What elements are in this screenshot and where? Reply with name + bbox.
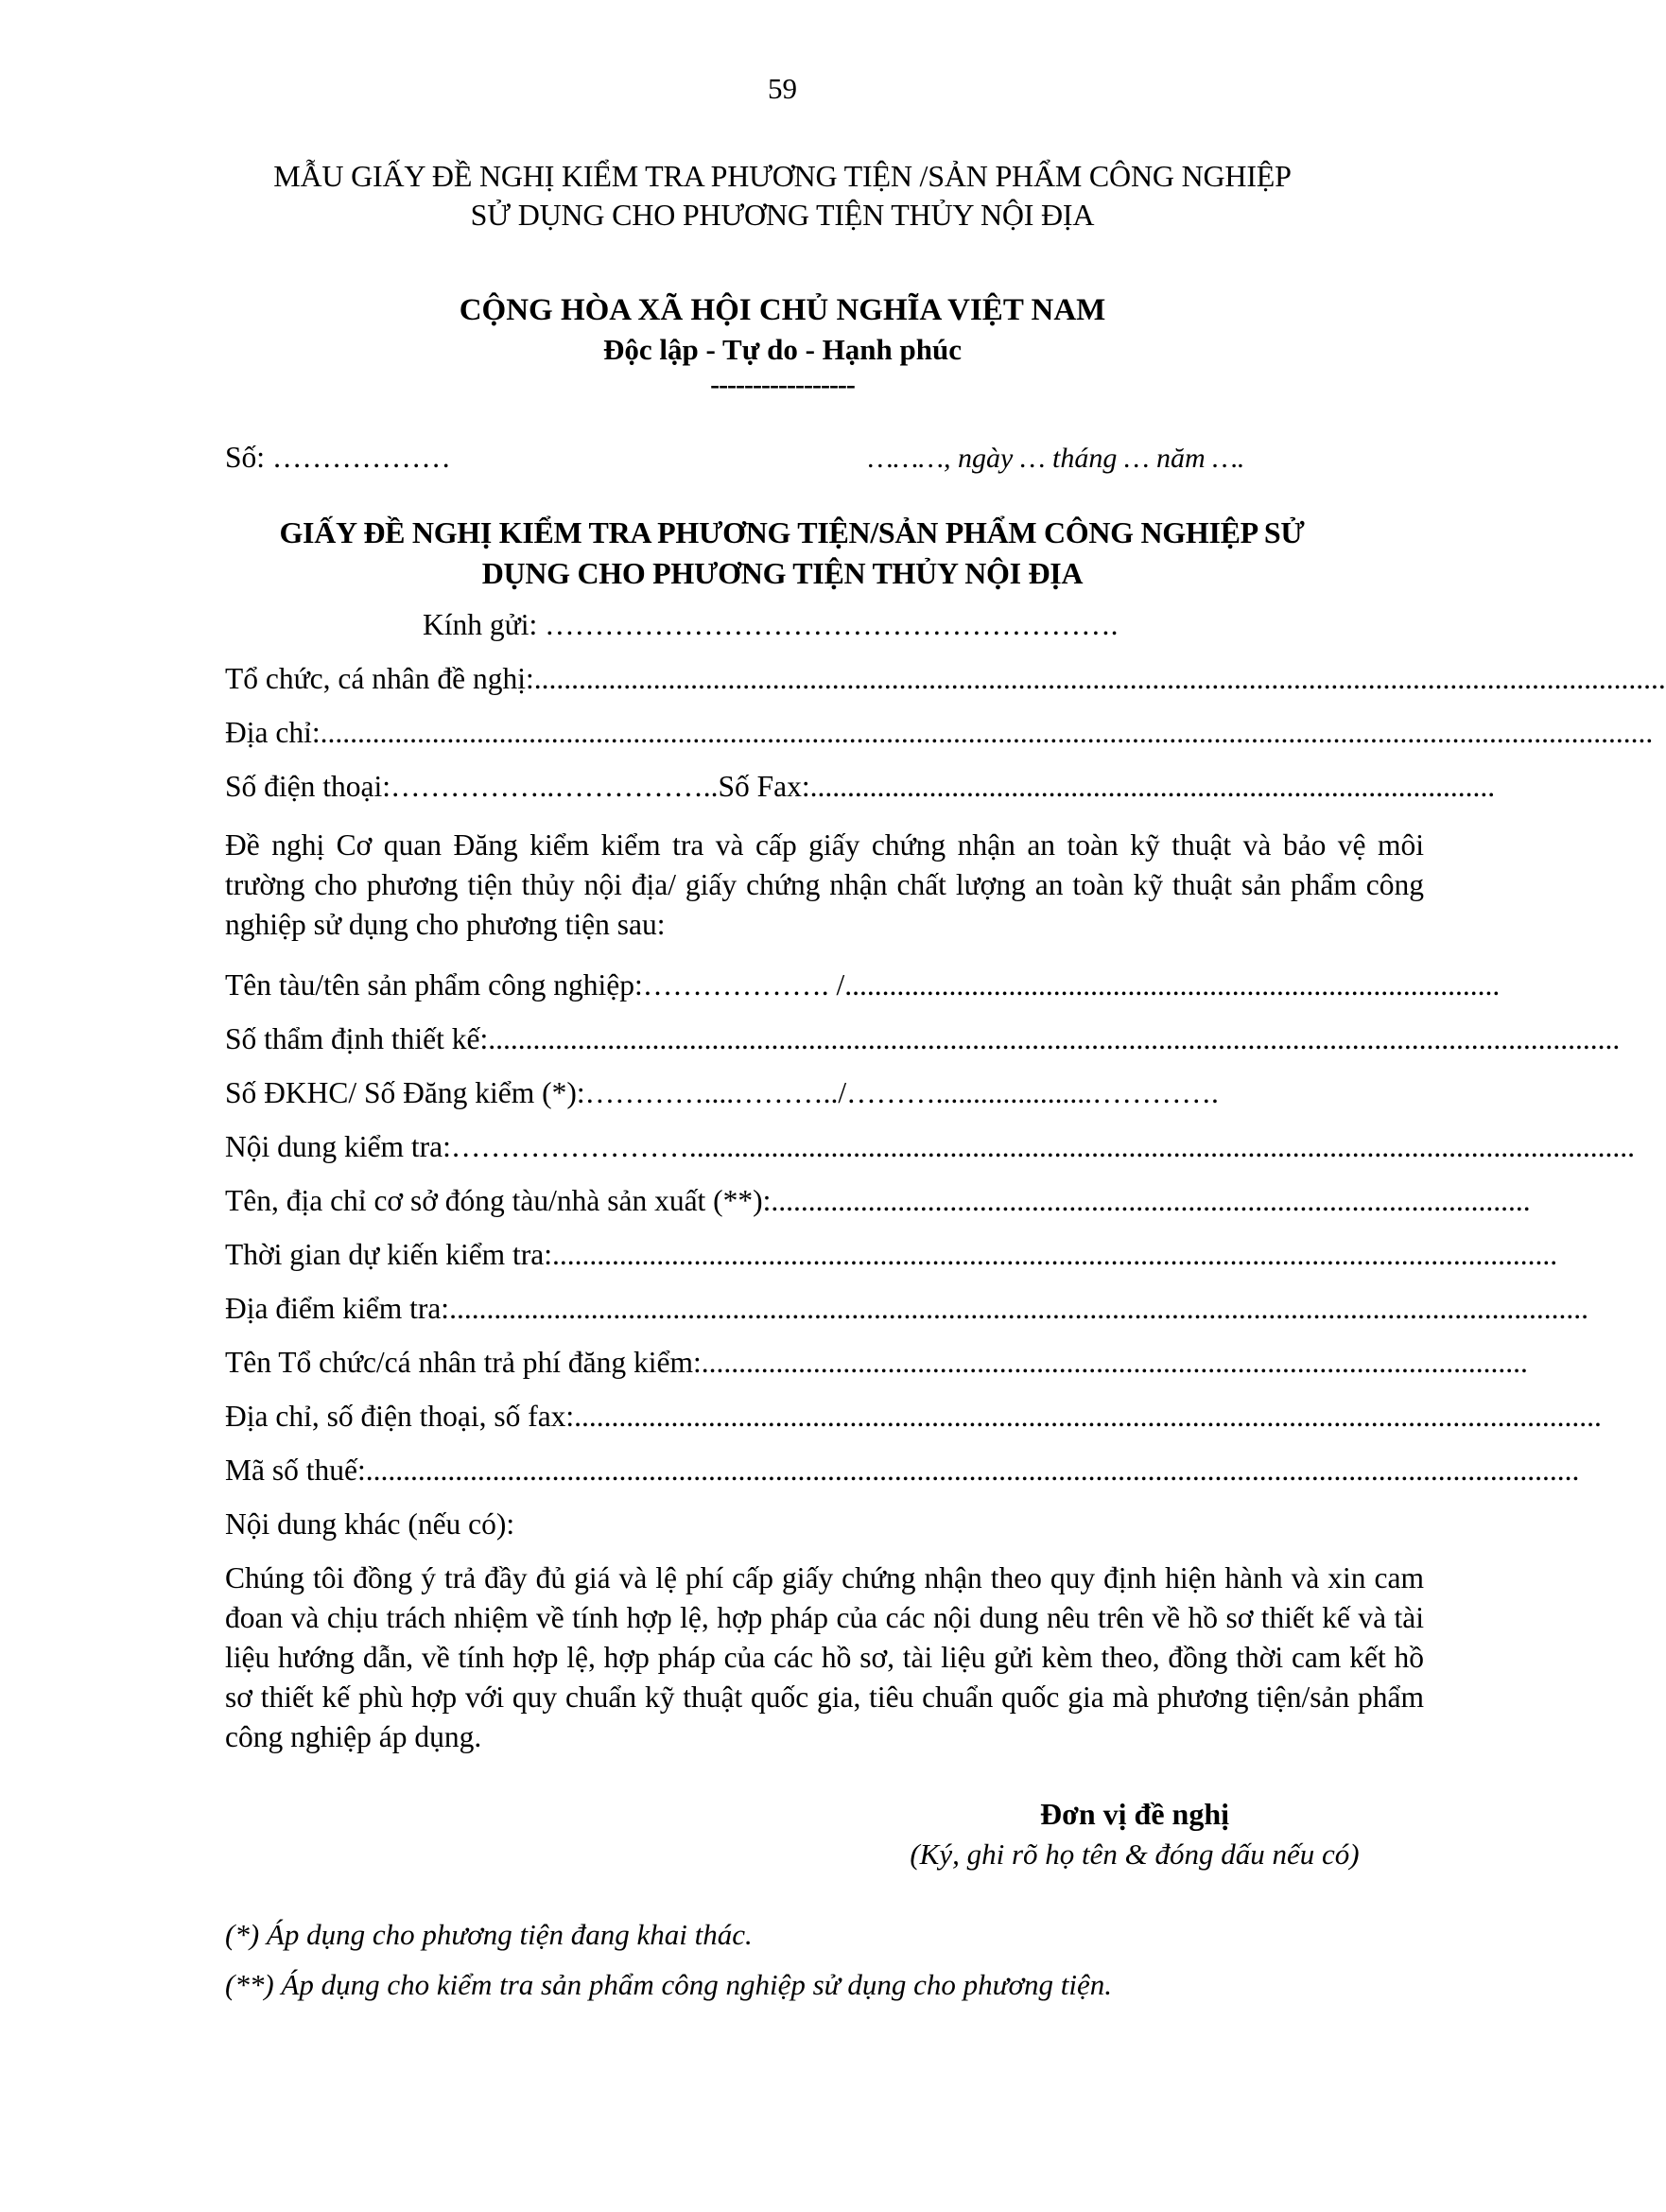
field-fill[interactable]: ........................................................................................................................................................ <box>533 662 1666 695</box>
field-fill[interactable]: ………………. /........................................................................................ <box>642 968 1501 1001</box>
form-heading-line-2: SỬ DỤNG CHO PHƯƠNG TIỆN THỦY NỘI ĐỊA <box>470 198 1095 232</box>
form-heading-line-1: MẪU GIẤY ĐỀ NGHỊ KIỂM TRA PHƯƠNG TIỆN /SẢN PHẨM CÔNG NGHIỆP <box>273 159 1292 193</box>
page-number: 59 <box>768 72 797 105</box>
field-label: Số thẩm định thiết kế: <box>225 1022 489 1055</box>
field-expected-inspection-time <box>225 1238 1558 1272</box>
addressee-field[interactable]: …………………………………………………. <box>545 608 1119 641</box>
field-tax-code <box>225 1454 1580 1488</box>
footnote-1: (*) Áp dụng cho phương tiện đang khai thác. <box>225 1918 753 1951</box>
field-requesting-party <box>225 662 1666 696</box>
field-fill[interactable]: …………....………../……….....................…………. <box>584 1076 1219 1109</box>
field-inspection-location <box>225 1292 1588 1326</box>
national-motto: Độc lập - Tự do - Hạnh phúc <box>603 333 962 366</box>
field-fill[interactable]: ............................................................................................................... <box>701 1346 1528 1379</box>
field-registration-number <box>225 1076 1424 1110</box>
request-paragraph: Đề nghị Cơ quan Đăng kiểm kiểm tra và cấp giấy chứng nhận an toàn kỹ thuật và bảo vệ môi trường cho phương tiện thủy nội địa/ giấy chứng nhận chất lượng an toàn kỹ thuật sản phẩm công nghiệp sử dụng cho phương tiện sau: <box>225 828 1424 941</box>
field-phone-fax <box>225 770 1496 804</box>
field-fill[interactable]: ....................................................................................................................................... <box>552 1238 1558 1271</box>
header-divider: ----------------- <box>710 369 855 400</box>
field-fill[interactable]: ................................................................................................................................................................................... <box>320 716 1654 749</box>
field-payer-contact <box>225 1400 1602 1434</box>
field-label: Nội dung kiểm tra: <box>225 1130 451 1163</box>
field-label: Số điện thoại: <box>225 770 390 803</box>
signature-note: (Ký, ghi rõ họ tên & đóng dấu nếu có) <box>910 1838 1360 1871</box>
signature-title: Đơn vị đề nghị <box>1040 1797 1229 1831</box>
commitment-paragraph: Chúng tôi đồng ý trả đầy đủ giá và lệ phí cấp giấy chứng nhận theo quy định hiện hành và xin cam đoan và chịu trách nhiệm về tính hợp lệ, hợp pháp của các nội dung nêu trên về hồ sơ thiết kế và tài liệu hướng dẫn, về tính hợp lệ, hợp pháp của các hồ sơ, tài liệu gửi kèm theo, đồng thời cam kết hồ sơ thiết kế phù hợp với quy chuẩn kỹ thuật quốc gia, tiêu chuẩn quốc gia mà phương tiện/sản phẩm công nghiệp áp dụng. <box>225 1561 1424 1753</box>
field-inspection-content <box>225 1130 1635 1164</box>
field-label: Địa chỉ, số điện thoại, số fax: <box>225 1400 575 1433</box>
field-fill[interactable]: ........................................................................................................................................................ <box>488 1022 1621 1055</box>
field-fill[interactable]: ……………………............................................................................................................................... <box>450 1130 1635 1163</box>
field-label: Mã số thuế: <box>225 1454 366 1487</box>
field-label: Thời gian dự kiến kiểm tra: <box>225 1238 553 1271</box>
fax-label: Số Fax: <box>718 770 810 803</box>
field-design-approval-number <box>225 1022 1621 1056</box>
field-fill[interactable]: ................................................................................................................................................................... <box>365 1454 1580 1487</box>
field-label: Số ĐKHC/ Số Đăng kiểm (*): <box>225 1076 585 1109</box>
field-shipyard-manufacturer <box>225 1184 1531 1218</box>
document-title-line-2: DỤNG CHO PHƯƠNG TIỆN THỦY NỘI ĐỊA <box>481 556 1084 590</box>
field-label: Tên, địa chỉ cơ sở đóng tàu/nhà sản xuất (**): <box>225 1184 772 1217</box>
field-label: Địa chỉ: <box>225 716 321 749</box>
fax-field[interactable]: ............................................................................................ <box>809 770 1496 803</box>
document-title-line-1: GIẤY ĐỀ NGHỊ KIỂM TRA PHƯƠNG TIỆN/SẢN PHẨM CÔNG NGHIỆP SỬ <box>279 515 1305 549</box>
footnote-2: (**) Áp dụng cho kiểm tra sản phẩm công nghiệp sử dụng cho phương tiện. <box>225 1968 1113 2001</box>
field-fill[interactable]: ......................................................................................................................................................... <box>449 1292 1588 1325</box>
field-fill[interactable]: .......................................................................................................................................... <box>574 1400 1602 1433</box>
addressee-label: Kính gửi: <box>423 608 546 641</box>
field-fee-payer <box>225 1346 1528 1380</box>
addressee <box>423 608 1118 642</box>
field-label: Tổ chức, cá nhân đề nghị: <box>225 662 534 695</box>
field-label: Địa điểm kiểm tra: <box>225 1292 450 1325</box>
date-line: ………, ngày … tháng … năm …. <box>868 443 1245 474</box>
field-label: Tên tàu/tên sản phẩm công nghiệp: <box>225 968 643 1001</box>
field-label: Tên Tổ chức/cá nhân trả phí đăng kiểm: <box>225 1346 702 1379</box>
national-name: CỘNG HÒA XÃ HỘI CHỦ NGHĨA VIỆT NAM <box>459 293 1106 327</box>
phone-field[interactable]: ……………..…………….. <box>390 770 719 803</box>
field-vessel-product-name <box>225 968 1501 1002</box>
other-content-label: Nội dung khác (nếu có): <box>225 1507 515 1541</box>
document-number: Số: ……………… <box>225 441 451 474</box>
field-address <box>225 716 1654 750</box>
field-fill[interactable]: ...................................................................................................... <box>771 1184 1531 1217</box>
